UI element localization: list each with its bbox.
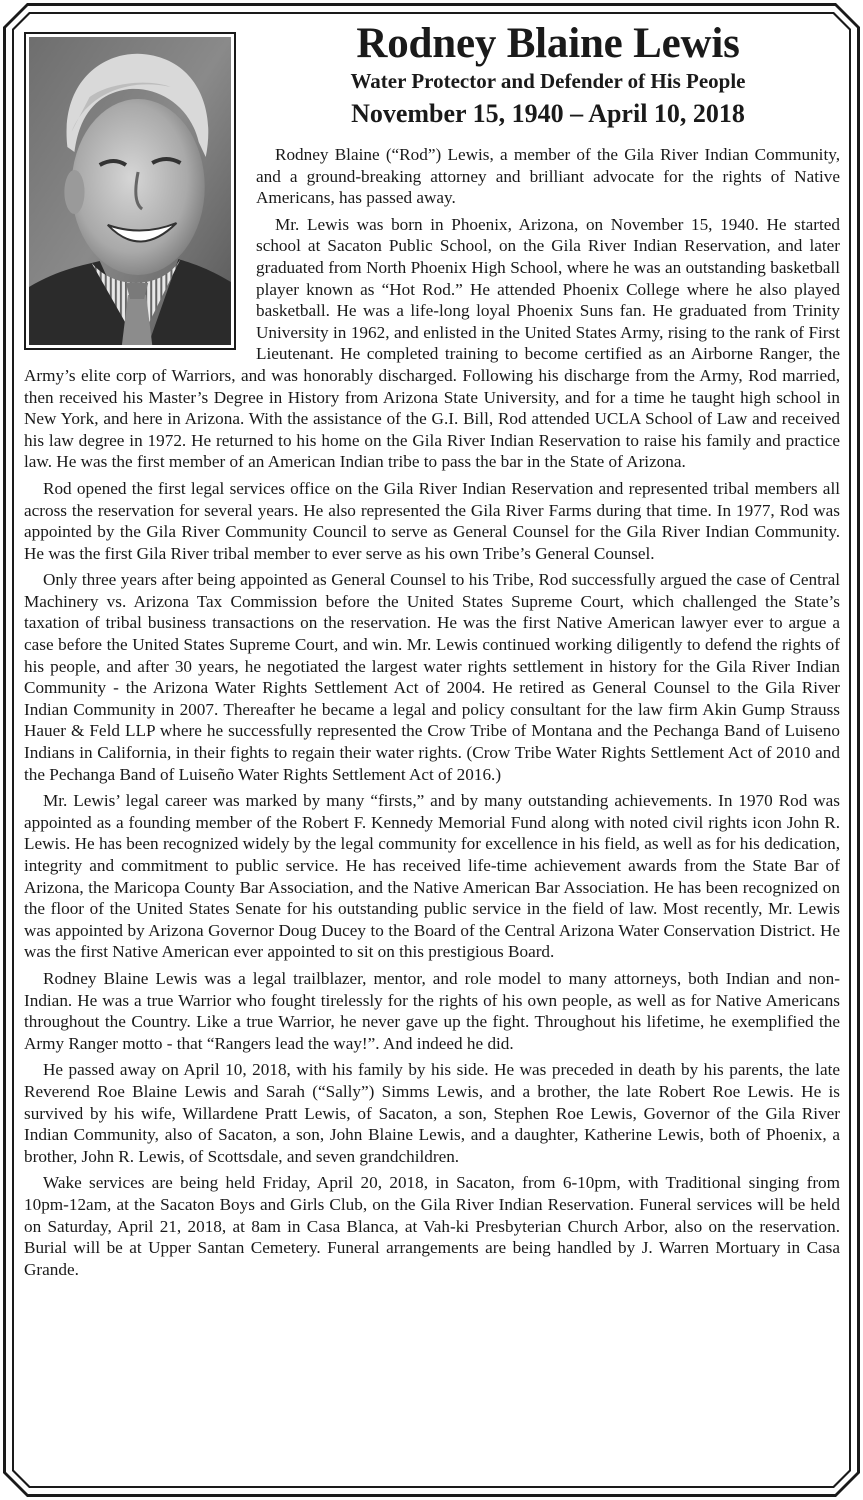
paragraph: He passed away on April 10, 2018, with his family by his side. He was preceded in death by his parents, the late Reverend Roe Blaine Lewis and Sarah (“Sally”) Simms Lewis, and a brother, the late Robert Roe Lewis. He is survived by his wife, Willardene Pratt Lewis, of Sacaton, a son, Stephen Roe Lewis, Governor of the Gila River Indian Community, also of Sacaton, a son, John Blaine Lewis, and a daughter, Katherine Lewis, both of Phoenix, a brother, John R. Lewis, of Scottsdale, and seven grandchildren. [24,1060,840,1166]
paragraph: Wake services are being held Friday, April 20, 2018, in Sacaton, from 6-10pm, with Traditional singing from 10pm-12am, at the Sacaton Boys and Girls Club, on the Gila River Indian Reservation. Funeral services will be held on Saturday, April 21, 2018, at 8am in Casa Blanca, at Vah-ki Presbyterian Church Arbor, also on the reservation. Burial will be at Upper Santan Cemetery. Funeral arrangements are being handled by J. Warren Mortuary in Casa Grande. [24,1173,840,1279]
life-dates: November 15, 1940 – April 10, 2018 [351,99,745,128]
paragraph: Mr. Lewis’ legal career was marked by many “firsts,” and by many outstanding achievements. In 1970 Rod was appointed as a founding member of the Robert F. Kennedy Memorial Fund along with noted civil rights icon John R. Lewis. He has been recognized widely by the legal community for excellence in his field, as well as for his dedication, integrity and commitment to public service. He has received life-time achievement awards from the State Bar of Arizona, the Maricopa County Bar Association, and the Native American Bar Association. He has been recognized on the floor of the United States Senate for his outstanding public service in the field of law. Most recently, Mr. Lewis was appointed by Arizona Governor Doug Ducey to the Board of the Central Arizona Water Conservation District. He was the first Native American ever appointed to sit on this prestigious Board. [24,791,840,962]
paragraph: Rod opened the first legal services office on the Gila River Indian Reservation and represented tribal members all across the reservation for several years. He also represented the Gila River Farms during that time. In 1977, Rod was appointed by the Gila River Community Council to serve as General Counsel for the Gila River Indian Community. He was the first Gila River tribal member to ever serve as his own Tribe’s General Counsel. [24,478,840,563]
obituary [24,20,840,1285]
paragraph: Rodney Blaine Lewis was a legal trailblazer, mentor, and role model to many attorneys, both Indian and non-Indian. He was a true Warrior who fought tirelessly for the rights of his own people, as well as for Native Americans throughout the Country. Like a true Warrior, he never gave up the fight. Throughout his lifetime, he exemplified the Army Ranger motto - that “Rangers lead the way!”. And indeed he did. [24,968,840,1053]
paragraph: Only three years after being appointed as General Counsel to his Tribe, Rod successfully argued the case of Central Machinery vs. Arizona Tax Commission before the United States Supreme Court, which challenged the State’s taxation of tribal business transactions on the reservation. He was the first Native American lawyer ever to argue a case before the United States Supreme Court, and win. Mr. Lewis continued working diligently to defend the rights of his people, and after 30 years, he negotiated the largest water rights settlement in history for the Gila River Indian Community - the Arizona Water Rights Settlement Act of 2004. He retired as General Counsel to the Gila River Indian Community in 2007. Thereafter he became a legal and policy consultant for the law firm Akin Gump Strauss Hauer & Feld LLP where he successfully represented the Crow Tribe of Montana and the Pechanga Band of Luiseno Indians in California, in their fights to regain their water rights. (Crow Tribe Water Rights Settlement Act of 2010 and the Pechanga Band of Luiseño Water Rights Settlement Act of 2016.) [24,570,840,784]
header [256,20,840,132]
paragraph: Rodney Blaine (“Rod”) Lewis, a member of the Gila River Indian Community, and a ground-breaking attorney and brilliant advocate for the rights of Native Americans, has passed away. [256,145,840,208]
portrait-image [29,37,231,345]
paragraph: Mr. Lewis was born in Phoenix, Arizona, on November 15, 1940. He started school at Sacaton Public School, on the Gila River Indian Reservation, and later graduated from North Phoenix High School, where he was an outstanding basketball player known as “Hot Rod.” He attended Phoenix College where he also played basketball. He was a life-long loyal Phoenix Suns fan. He graduated from Trinity University in 1962, and enlisted in the United States Army, rising to the rank of First Lieutenant. He completed training to become certified as an Airborne Ranger, the Army’s elite corp of Warriors, and was honorably discharged. Following his discharge from the Army, Rod married, then received his Master’s Degree in History from Arizona State University, and for a time he taught high school in New York, and here in Arizona. With the assistance of the G.I. Bill, Rod attended UCLA School of Law and received his law degree in 1972. He returned to his home on the Gila River Indian Reservation to raise his family and practice law. He was the first member of an American Indian tribe to pass the bar in the State of Arizona. [24,214,840,472]
deceased-name: Rodney Blaine Lewis [356,20,740,67]
subtitle: Water Protector and Defender of His People [350,69,746,93]
portrait-photo [24,32,236,350]
